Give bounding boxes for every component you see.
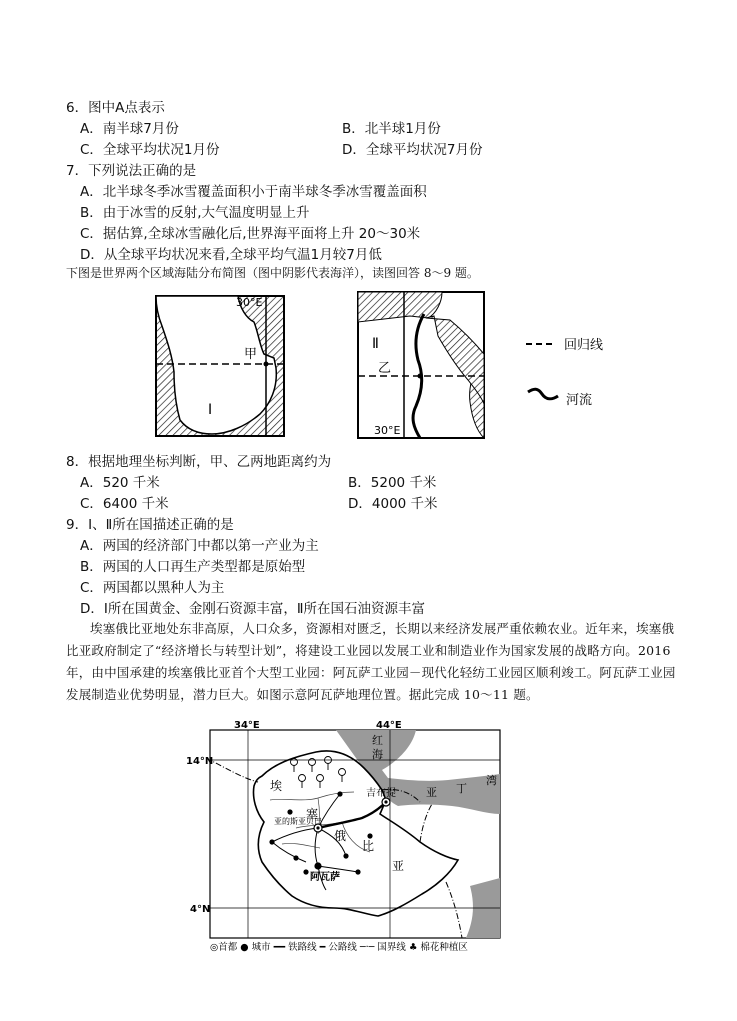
q6-option-d: D．全球平均状况7月份 [342,142,483,158]
awassa-label: 阿瓦萨 [310,872,340,883]
gulf-label-1: 亚 [426,786,437,799]
q9-stem: 9．Ⅰ、Ⅱ所在国描述正确的是 [66,517,234,533]
q7-option-c: C．据估算,全球冰雪融化后,世界海平面将上升 20～30米 [80,226,421,242]
red-sea-label-2: 海 [372,748,383,761]
country-label-3: 俄 [334,829,347,843]
q8-option-d: D．4000 千米 [348,496,438,512]
q8-stem: 8．根据地理坐标判断，甲、乙两地距离约为 [66,454,332,470]
addis-ababa-label: 亚的斯亚贝巴 [274,817,322,826]
maps-8-9 [150,288,630,440]
q7-option-b: B．由于冰雪的反射,大气温度明显上升 [80,205,310,221]
map-i-point-label: 甲 [244,347,258,362]
map-i-region-label: Ⅰ [208,402,213,418]
map-ii-lon-label: 30°E [374,424,401,437]
q6-option-c: C．全球平均状况1月份 [80,142,220,158]
q9-option-c: C．两国都以黑种人为主 [80,580,225,596]
q8-option-b: B．5200 千米 [348,475,437,491]
country-label-4: 比 [362,839,375,853]
legend-river-label: 河流 [566,393,593,408]
passage-10-11: 埃塞俄比亚地处东非高原，人口众多，资源相对匮乏，长期以来经济发展严重依赖农业。近年来，埃塞俄比亚政府制定了“经济增长与转型计划”，将建设工业园以发展工业和制造业作为国家发展的战略方向。2016年，由中国承建的埃塞俄比亚首个大型工业园：阿瓦萨工业园－现代化轻纺工业园区顺利竣工。阿瓦萨工业园发展制造业优势明显，潜力巨大。如图示意阿瓦萨地理位置。据此完成 10～11 题。 [66,621,676,702]
map-i [156,296,284,436]
map-i-lon-label: 30°E [236,296,263,309]
country-label-1: 埃 [270,779,283,793]
gulf-label-2: 丁 [456,782,467,795]
legend-tropic-label: 回归线 [564,338,604,353]
river-icon [528,389,558,399]
lat-14n-label: 14°N [186,756,214,767]
q7-stem: 7．下列说法正确的是 [66,163,197,179]
map-ii-region-label: Ⅱ [372,336,379,352]
q6-stem: 6．图中A点表示 [66,100,165,116]
q6-option-b: B．北半球1月份 [342,121,441,137]
q9-option-a: A．两国的经济部门中都以第一产业为主 [80,538,319,554]
q6-option-a: A．南半球7月份 [80,121,179,137]
lon-44e-label: 44°E [376,720,402,731]
lat-4n-label: 4°N [190,904,211,915]
ethiopia-map [186,718,508,954]
map-ii [358,292,484,438]
country-label-2: 塞 [306,807,319,821]
q9-option-d: D．Ⅰ所在国黄金、金刚石资源丰富，Ⅱ所在国石油资源丰富 [80,601,426,617]
djibouti-label: 吉布提 [366,788,396,799]
lon-34e-label: 34°E [234,720,260,731]
q9-option-b: B．两国的人口再生产类型都是原始型 [80,559,306,575]
q7-option-d: D．从全球平均状况来看,全球平均气温1月较7月低 [80,247,382,263]
map-ii-point-label: 乙 [378,361,392,376]
map-i-point [264,362,269,367]
red-sea-label-1: 红 [372,734,383,747]
awassa-city-marker [314,862,321,869]
q8-option-c: C．6400 千米 [80,496,169,512]
gulf-label-3: 湾 [486,774,497,787]
intro-8-9: 下图是世界两个区域海陆分布简图（图中阴影代表海洋），读图回答 8～9 题。 [66,266,479,280]
legend-8-9 [526,337,603,408]
q7-option-a: A．北半球冬季冰雪覆盖面积小于南半球冬季冰雪覆盖面积 [80,184,427,200]
q8-option-a: A．520 千米 [80,475,160,491]
country-label-5: 亚 [392,859,405,873]
ethiopia-map-legend: ◎首都 ● 城市 ━━ 铁路线 ━ 公路线 ─·─ 国界线 ♣ 棉花种植区 [210,942,468,953]
